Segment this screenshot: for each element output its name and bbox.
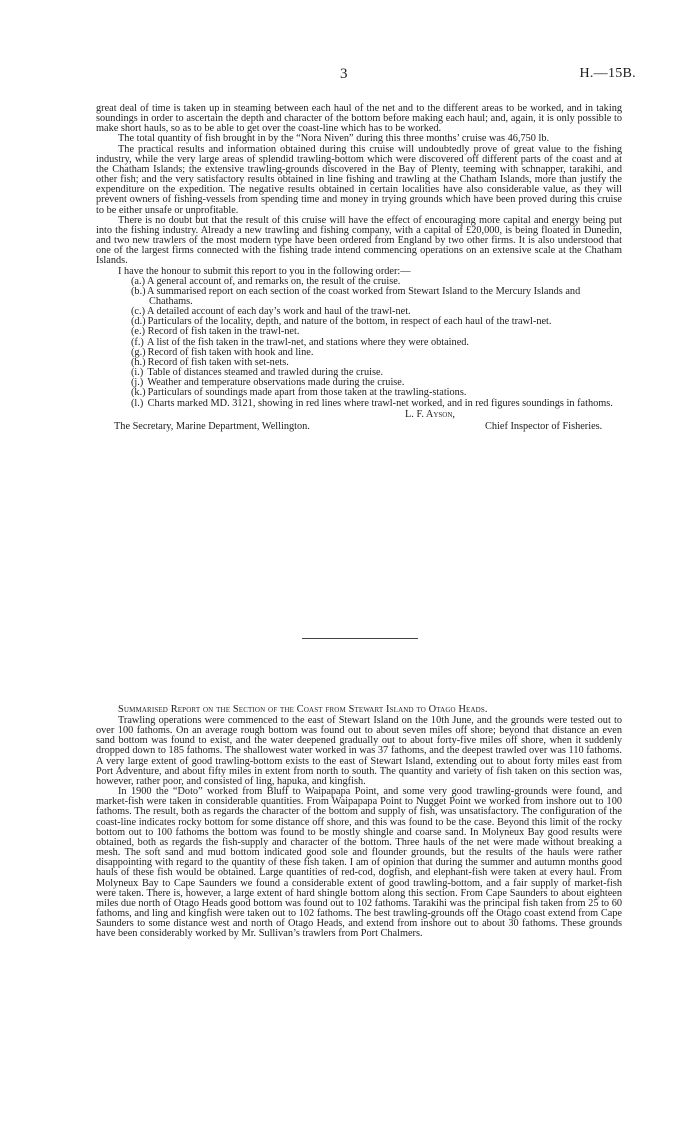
- paragraph: The practical results and information obtained during this cruise will undoubtedly prove of great value to the fishing industry, while the very large areas of splendid trawling-bottom which were discovered off different parts of the coast and at the Chatham Islands; the extensive trawling-grounds discovered in the Bay of Plenty, teeming with schnapper, tarakihi, and other fish; and the very satisfactory results obtained in line fishing and trawling at the Chatham Islands, more than justify the expenditure on the expedition. The negative results obtained in certain localities have also considerable value, as they will prevent owners of fishing-vessels from spending time and money in trying grounds which have been proved during this cruise to be either unsafe or unprofitable.: [96, 143, 622, 216]
- paragraph: There is no doubt but that the result of this cruise will have the effect of encouraging more capital and energy being put into the fishing industry. Already a new trawling and fishing company, with a capital of £20,000, is being floated in Dunedin, and two new trawlers of the most modern type have been ordered from England by two other firms. It is also understood that one of the largest firms connected with the fishing trade intend commencing operations on an extensive scale at the Chatham Islands.: [96, 214, 622, 267]
- report-body: [96, 104, 622, 440]
- list-item: (e.) Record of fish taken in the trawl-net.: [131, 326, 300, 338]
- list-item: (b.) A summarised report on each section of the coast worked from Stewart Island to the Mercury Islands and Chathams.: [131, 285, 581, 307]
- list-item: (i.) Table of distances steamed and trawled during the cruise.: [131, 367, 384, 379]
- list-item: (d.) Particulars of the locality, depth, and nature of the bottom, in respect of each haul of the trawl-net.: [131, 316, 552, 328]
- list-item: (l.) Charts marked MD. 3121, showing in red lines where trawl-net worked, and in red figures soundings in fathoms.: [131, 397, 613, 409]
- order-list: [96, 277, 622, 409]
- list-item: (a.) A general account of, and remarks on, the result of the cruise.: [131, 275, 401, 287]
- paragraph: great deal of time is taken up in steaming between each haul of the net and to the different areas to be worked, and in taking soundings in order to ascertain the depth and character of the bottom before making each haul; and, again, it is only possible to make short hauls, so as to be able to get over the coast-line which has to be worked.: [96, 103, 622, 135]
- list-item: (g.) Record of fish taken with hook and line.: [131, 346, 314, 358]
- list-item: (k.) Particulars of soundings made apart from those taken at the trawling-stations.: [131, 387, 467, 399]
- section-heading: Summarised Report on the Section of the Coast from Stewart Island to Otago Heads.: [118, 704, 488, 715]
- section-body: [96, 716, 622, 939]
- order-intro: I have the honour to submit this report to you in the following order:—: [118, 265, 411, 277]
- paragraph: Trawling operations were commenced to the east of Stewart Island on the 10th June, and the grounds were tested out to over 100 fathoms. On an average rough bottom was found out to about seven miles off shore; beyond that distance an even sand bottom was found to exist, and the water deepened gradually out to about forty-five miles off shore, when it suddenly dropped down to 185 fathoms. The shallowest water worked in was 37 fathoms, and the deepest trawled over was 110 fathoms. A very large extent of good trawling-bottom exists to the east of Stewart Island, extending out to about forty miles east from Port Adventure, and about fifty miles in extent from north to south. The quantity and variety of fish taken on this section was, however, rather poor, and consisted of ling, hapuka, and kingfish.: [96, 715, 622, 787]
- list-item: (f.) A list of the fish taken in the trawl-net, and stations where they were obtained.: [131, 336, 469, 348]
- section-divider: [302, 638, 418, 639]
- signature-block: [96, 410, 622, 440]
- list-item: (h.) Record of fish taken with set-nets.: [131, 356, 289, 368]
- list-item: (c.) A detailed account of each day’s work and haul of the trawl-net.: [131, 306, 411, 318]
- page-header: [0, 66, 700, 88]
- page-number: 3: [340, 66, 348, 82]
- paragraph: In 1900 the “Doto” worked from Bluff to Waipapapa Point, and some very good trawling-grounds were found, and market-fish were taken in considerable quantities. From Waipapapa Point to Nugget Point we worked from inshore out to 100 fathoms. The result, both as regards the character of the bottom and supply of fish, was unsatisfactory. The configuration of the coast-line indicates rocky bottom for some distance off shore, and this was found to be the case. Beyond this limit of the rocky bottom out to 100 fathoms the bottom was found to be mostly shingle and coarse sand. In Molyneux Bay good results were obtained, both as regards the fish-supply and character of the bottom. Three hauls of the net were made without breaking a mesh. The soft sand and mud bottom indicated good sole and flounder grounds, but the results of the hauls were rather disappointing with regard to the quantity of these fish taken. I am of opinion that during the summer and autumn months good hauls of these fish would be obtained. Large quantities of red-cod, dogfish, and elephant-fish were taken at every haul. From Molyneux Bay to Cape Saunders we found a considerable extent of good trawling-bottom, and a fair supply of market-fish were taken. There is, however, a large extent of hard shingle bottom along this section. From Cape Saunders to about eighteen miles due north of Otago Heads good bottom was found out to 102 fathoms. Tarakihi was the principal fish taken from 25 to 60 fathoms, and ling and kingfish were taken out to 102 fathoms. The best trawling-grounds off the Otago coast extend from Cape Saunders to some distance west and north of Otago Heads, and extend from inshore out to about 30 fathoms. These grounds have been considerably worked by Mr. Sullivan’s trawlers from Port Chalmers.: [96, 786, 622, 940]
- document-reference: H.—15B.: [579, 66, 636, 81]
- signature-name: L. F. Ayson,: [405, 408, 455, 420]
- list-item: (j.) Weather and temperature observations made during the cruise.: [131, 377, 405, 389]
- paragraph: The total quantity of fish brought in by the “Nora Niven” during this three months’ cruise was 46,750 lb.: [118, 133, 550, 145]
- addressee: The Secretary, Marine Department, Wellington.: [114, 420, 310, 432]
- signature-title: Chief Inspector of Fisheries.: [485, 420, 603, 432]
